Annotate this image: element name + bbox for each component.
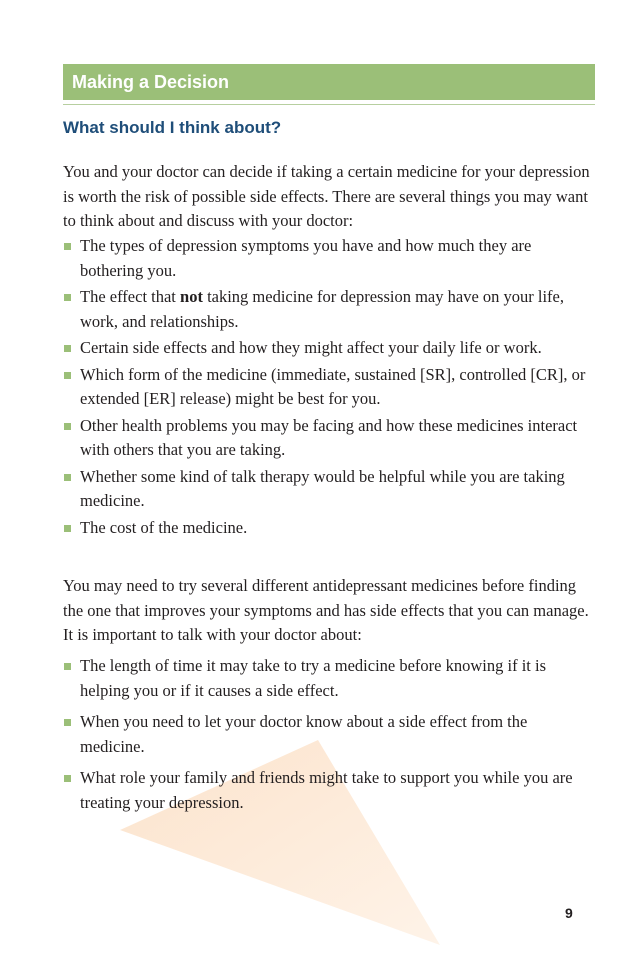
bullet-square-icon bbox=[64, 372, 71, 379]
bullet-square-icon bbox=[64, 345, 71, 352]
list-item bbox=[63, 516, 595, 541]
list-item bbox=[63, 766, 595, 815]
bullet-square-icon bbox=[64, 663, 71, 670]
list-item-text: The types of depression symptoms you have and how much they are bothering you. bbox=[80, 236, 532, 280]
list-item-text: The length of time it may take to try a medicine before knowing if it is helping you or if it causes a side effect. bbox=[80, 656, 546, 700]
bullet-square-icon bbox=[64, 423, 71, 430]
considerations-list bbox=[63, 234, 595, 542]
section-banner bbox=[63, 64, 595, 100]
list-item bbox=[63, 465, 595, 514]
intro-paragraph: You and your doctor can decide if taking a certain medicine for your depression is worth the risk of possible side effects. There are several things you may want to think about and discuss with your doctor: bbox=[63, 162, 590, 230]
list-item bbox=[63, 234, 595, 283]
list-item bbox=[63, 710, 595, 759]
list-item-text: When you need to let your doctor know about a side effect from the medicine. bbox=[80, 712, 528, 756]
bullet-square-icon bbox=[64, 775, 71, 782]
list-item bbox=[63, 654, 595, 703]
discussion-list bbox=[63, 654, 595, 822]
list-item-text: Whether some kind of talk therapy would be helpful while you are taking medicine. bbox=[80, 466, 565, 510]
second-paragraph: You may need to try several different antidepressant medicines before finding the one that improves your symptoms and has side effects that you can manage. It is important to talk with your doctor about: bbox=[63, 576, 589, 644]
bullet-square-icon bbox=[64, 474, 71, 481]
list-item-text-after: taking medicine for depression may have on your life, work, and relationships. bbox=[80, 287, 564, 331]
list-item-text: Which form of the medicine (immediate, sustained [SR], controlled [CR], or extended [ER] release) might be best for you. bbox=[80, 364, 586, 408]
section-title: Making a Decision bbox=[72, 72, 230, 92]
list-item-emphasis: not bbox=[180, 287, 203, 306]
list-item-text-before: The effect that bbox=[80, 287, 181, 306]
bullet-square-icon bbox=[64, 294, 71, 301]
list-item-text: Certain side effects and how they might affect your daily life or work. bbox=[80, 338, 542, 357]
list-item bbox=[63, 336, 595, 361]
list-item-text: What role your family and friends might take to support you while you are treating your depression. bbox=[80, 768, 573, 812]
banner-divider bbox=[63, 104, 595, 105]
bullet-square-icon bbox=[64, 525, 71, 532]
list-item bbox=[63, 363, 595, 412]
bullet-square-icon bbox=[64, 243, 71, 250]
page-number: 9 bbox=[565, 905, 573, 921]
list-item bbox=[63, 285, 595, 334]
list-item-text: The cost of the medicine. bbox=[80, 517, 248, 537]
bullet-square-icon bbox=[64, 719, 71, 726]
subheading: What should I think about? bbox=[63, 118, 282, 137]
list-item bbox=[63, 414, 595, 463]
list-item-text: Other health problems you may be facing and how these medicines interact with others that you are taking. bbox=[80, 415, 578, 459]
